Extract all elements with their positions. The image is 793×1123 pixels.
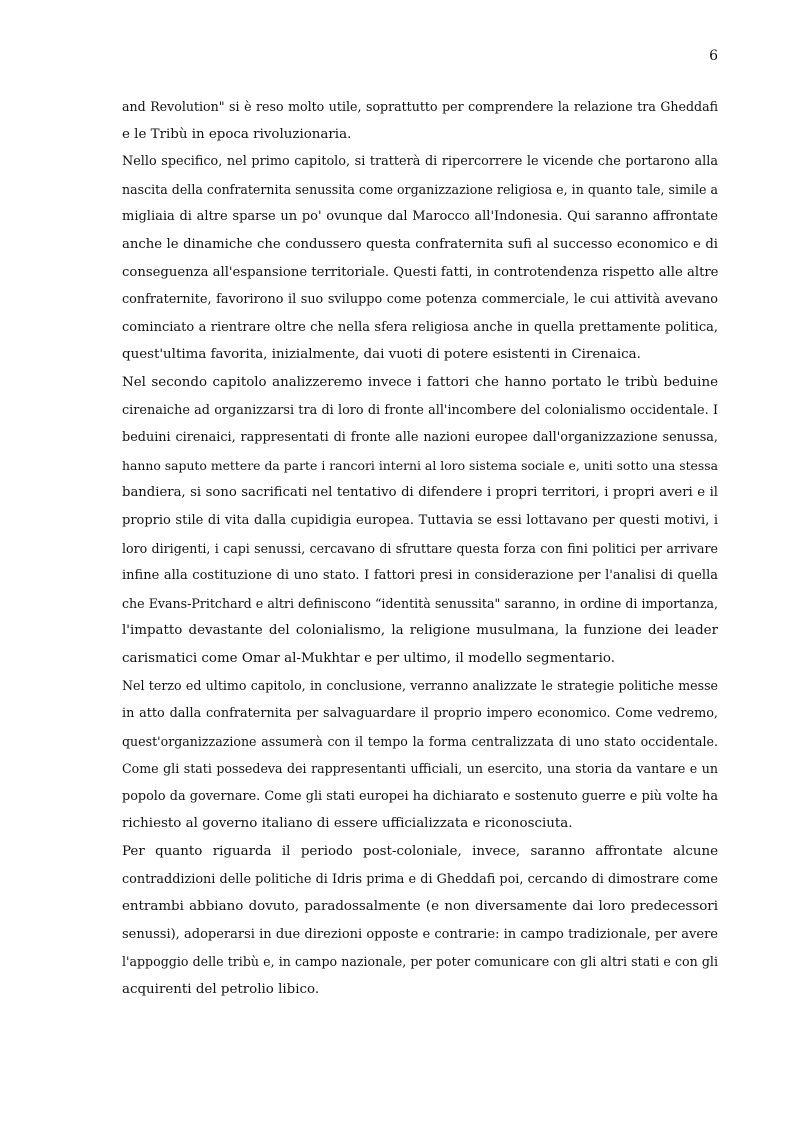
- text-line: beduini cirenaici, rappresentati di fronte alle nazioni europee dall'organizzazione senussa,: [122, 430, 718, 446]
- text-line: bandiera, si sono sacrificati nel tentativo di difendere i propri territori, i propri averi e il: [122, 485, 718, 501]
- text-line: confraternite, favorirono il suo sviluppo come potenza commerciale, le cui attività avevano: [122, 292, 718, 308]
- text-line: in atto dalla confraternita per salvaguardare il proprio impero economico. Come vedremo,: [122, 706, 718, 722]
- text-line: carismatici come Omar al-Mukhtar e per ultimo, il modello segmentario.: [122, 650, 615, 666]
- text-line: infine alla costituzione di uno stato. I fattori presi in considerazione per l'analisi di quella: [122, 568, 718, 584]
- text-line: acquirenti del petrolio libico.: [122, 982, 320, 997]
- text-line: l'impatto devastante del colonialismo, la religione musulmana, la funzione dei leader: [122, 623, 718, 639]
- text-line: cirenaiche ad organizzarsi tra di loro di fronte all'incombere del colonialismo occidentale. I: [122, 402, 718, 418]
- paragraph: [122, 148, 718, 369]
- text-line: che Evans-Pritchard e altri definiscono “identità senussita" saranno, in ordine di importanza,: [122, 595, 718, 611]
- paragraph: [122, 838, 718, 1004]
- paragraph: [122, 369, 718, 673]
- text-line: Come gli stati possedeva dei rappresentanti ufficiali, un esercito, una storia da vantare e un: [122, 761, 718, 777]
- text-line: l'appoggio delle tribù e, in campo nazionale, per poter comunicare con gli altri stati e con gli: [122, 954, 718, 970]
- text-line: contraddizioni delle politiche di Idris prima e di Gheddafi poi, cercando di dimostrare come: [122, 871, 718, 887]
- text-line: and Revolution" si è reso molto utile, soprattutto per comprendere la relazione tra Gheddafi: [122, 99, 718, 114]
- text-line: anche le dinamiche che condussero questa confraternita sufi al successo economico e di: [122, 236, 718, 252]
- text-line: Nel secondo capitolo analizzeremo invece i fattori che hanno portato le tribù beduine: [122, 374, 718, 390]
- text-line: senussi), adoperarsi in due direzioni opposte e contrarie: in campo tradizionale, per avere: [122, 926, 718, 942]
- page-number: 6: [709, 48, 718, 64]
- text-line: Nello specifico, nel primo capitolo, si tratterà di ripercorrere le vicende che portarono alla: [122, 154, 718, 170]
- text-line: nascita della confraternita senussita come organizzazione religiosa e, in quanto tale, simile a: [122, 181, 718, 197]
- paragraph: [122, 672, 718, 838]
- text-line: Per quanto riguarda il periodo post-coloniale, invece, saranno affrontate alcune: [122, 844, 718, 860]
- text-line: quest'organizzazione assumerà con il tempo la forma centralizzata di uno stato occidentale.: [122, 733, 718, 749]
- text-line: Nel terzo ed ultimo capitolo, in conclusione, verranno analizzate le strategie politiche messe: [122, 678, 718, 694]
- text-line: proprio stile di vita dalla cupidigia europea. Tuttavia se essi lottavano per questi motivi, i: [122, 512, 718, 528]
- text-line: entrambi abbiano dovuto, paradossalmente (e non diversamente dai loro predecessori: [122, 899, 718, 915]
- text-line: cominciato a rientrare oltre che nella sfera religiosa anche in quella prettamente politica,: [122, 319, 718, 335]
- text-line: popolo da governare. Come gli stati europei ha dichiarato e sostenuto guerre e più volte ha: [122, 788, 718, 804]
- paragraph: [122, 93, 718, 148]
- text-line: quest'ultima favorita, inizialmente, dai vuoti di potere esistenti in Cirenaica.: [122, 347, 641, 363]
- text-line: hanno saputo mettere da parte i rancori interni al loro sistema sociale e, uniti sotto una stessa: [122, 457, 718, 473]
- text-line: e le Tribù in epoca rivoluzionaria.: [122, 126, 352, 142]
- body-text: [122, 93, 718, 1004]
- text-line: conseguenza all'espansione territoriale. Questi fatti, in controtendenza rispetto alle altre: [122, 264, 719, 280]
- text-line: migliaia di altre sparse un po' ovunque dal Marocco all'Indonesia. Qui saranno affrontate: [122, 209, 718, 225]
- text-line: richiesto al governo italiano di essere ufficializzata e riconosciuta.: [122, 816, 573, 832]
- text-line: loro dirigenti, i capi senussi, cercavano di sfruttare questa forza con fini politici per arrivare: [122, 540, 718, 556]
